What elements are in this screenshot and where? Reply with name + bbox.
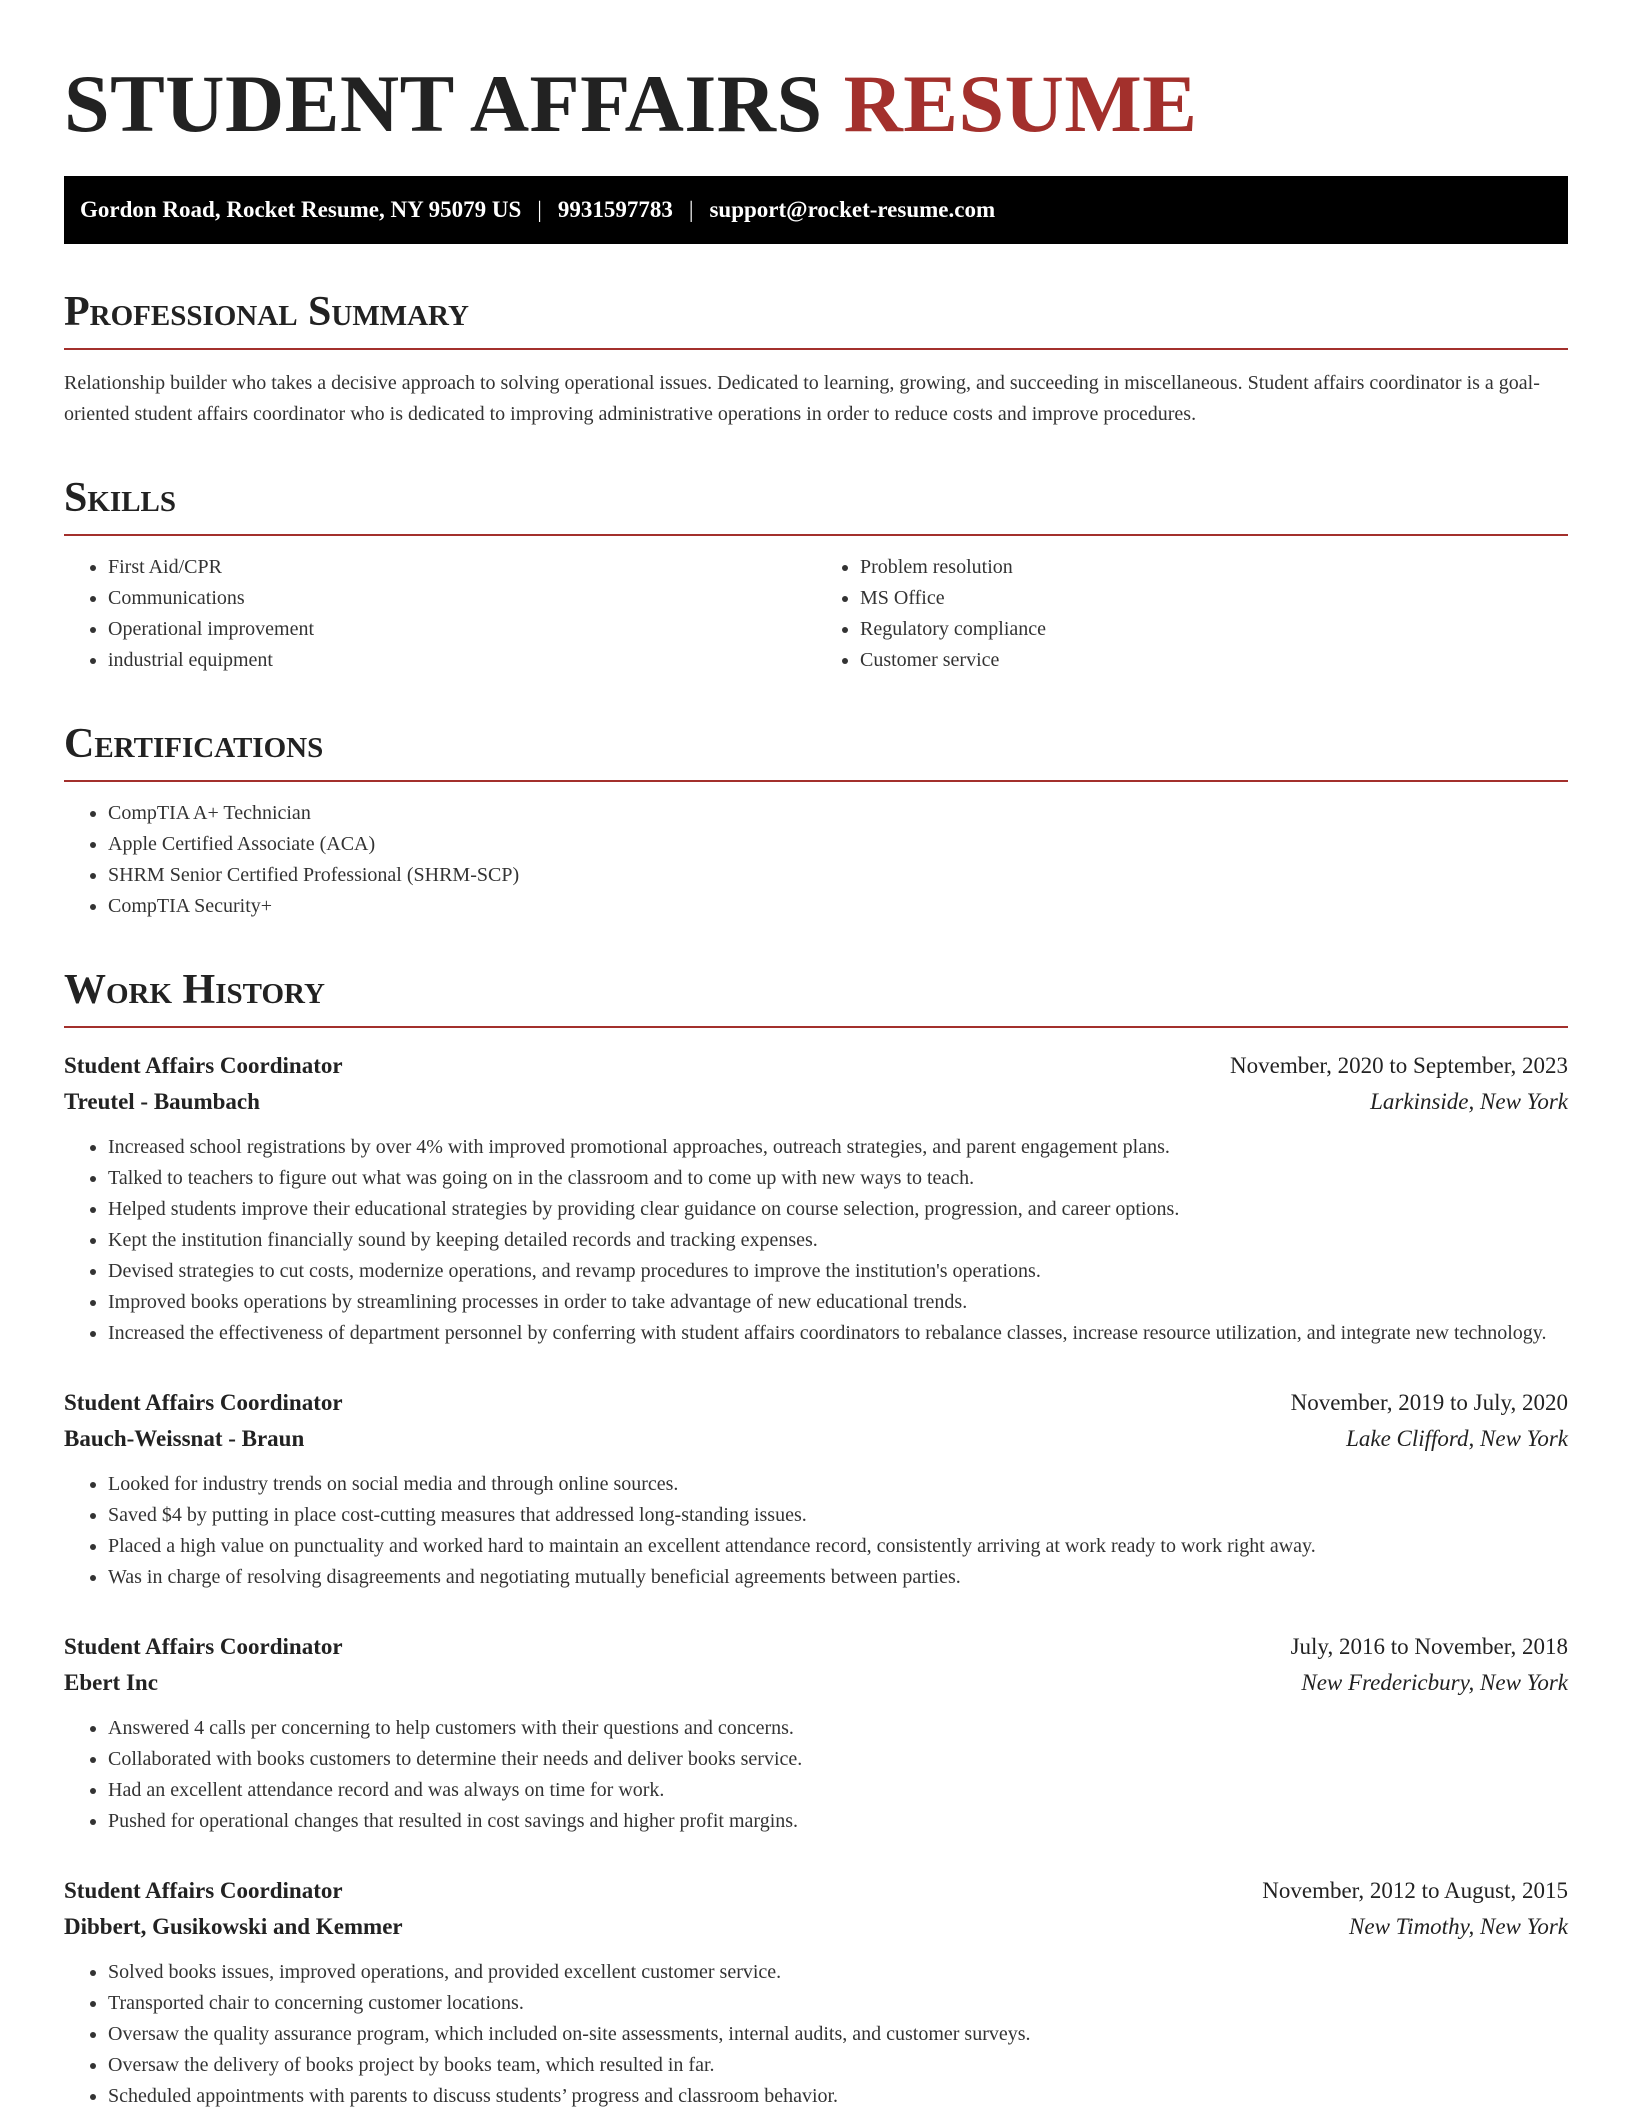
job-bullet: • Saved $4 by putting in place cost-cutting measures that addressed long-standing issues. — [108, 1500, 1568, 1531]
job-bullet: • Was in charge of resolving disagreements and negotiating mutually beneficial agreements between parties. — [108, 1562, 1568, 1593]
job-bullet: • Answered 4 calls per concerning to help customers with their questions and concerns. — [108, 1713, 1568, 1744]
job-bullet: • Oversaw the delivery of books project by books team, which resulted in far. — [108, 2050, 1568, 2081]
certification-item: • Apple Certified Associate (ACA) — [108, 829, 1568, 860]
job-company: Ebert Inc — [64, 1670, 158, 1695]
job-location: Larkinside, New York — [1370, 1089, 1568, 1114]
job-dates: November, 2019 to July, 2020 — [1290, 1390, 1568, 1415]
skills-list-right — [816, 552, 1568, 676]
job-title: Student Affairs Coordinator — [64, 1053, 343, 1078]
job-entry — [64, 1048, 1568, 1349]
job-entry — [64, 1873, 1568, 2112]
job-header-row — [64, 1385, 1568, 1421]
certifications-list — [64, 798, 1568, 922]
job-bullets — [64, 1132, 1568, 1349]
job-bullet: • Kept the institution financially sound by keeping detailed records and tracking expenses. — [108, 1225, 1568, 1256]
skill-item: • Regulatory compliance — [860, 614, 1568, 645]
job-title: Student Affairs Coordinator — [64, 1390, 343, 1415]
job-bullet: • Improved books operations by streamlining processes in order to take advantage of new educational trends. — [108, 1287, 1568, 1318]
job-bullets — [64, 1957, 1568, 2112]
job-bullet: • Increased school registrations by over 4% with improved promotional approaches, outreach strategies, and parent engagement plans. — [108, 1132, 1568, 1163]
job-header-row — [64, 1873, 1568, 1909]
job-bullet: • Talked to teachers to figure out what was going on in the classroom and to come up with new ways to teach. — [108, 1163, 1568, 1194]
contact-bar — [64, 176, 1568, 244]
certification-item: • SHRM Senior Certified Professional (SHRM-SCP) — [108, 860, 1568, 891]
certification-item: • CompTIA Security+ — [108, 891, 1568, 922]
job-dates: July, 2016 to November, 2018 — [1290, 1634, 1568, 1659]
job-title: Student Affairs Coordinator — [64, 1634, 343, 1659]
contact-separator: | — [537, 197, 542, 222]
job-title: Student Affairs Coordinator — [64, 1878, 343, 1903]
job-location: New Fredericbury, New York — [1301, 1670, 1568, 1695]
skills-grid — [64, 536, 1568, 676]
job-company-row — [64, 1665, 1568, 1701]
job-entry — [64, 1385, 1568, 1593]
job-header-row — [64, 1048, 1568, 1084]
job-bullet: • Increased the effectiveness of department personnel by conferring with student affairs coordinators to rebalance classes, increase resource utilization, and integrate new technology. — [108, 1318, 1568, 1349]
title-main: STUDENT AFFAIRS — [64, 58, 823, 149]
job-dates: November, 2012 to August, 2015 — [1262, 1878, 1568, 1903]
job-location: Lake Clifford, New York — [1346, 1426, 1568, 1451]
job-company-row — [64, 1909, 1568, 1945]
job-bullet: • Solved books issues, improved operations, and provided excellent customer service. — [108, 1957, 1568, 1988]
job-bullet: • Oversaw the quality assurance program, which included on-site assessments, internal audits, and customer surveys. — [108, 2019, 1568, 2050]
job-company: Bauch-Weissnat - Braun — [64, 1426, 305, 1451]
job-bullet: • Scheduled appointments with parents to discuss students’ progress and classroom behavior. — [108, 2081, 1568, 2112]
contact-separator: | — [688, 197, 694, 222]
skills-list-left — [64, 552, 816, 676]
certifications-heading: Certifications — [64, 720, 1568, 782]
skill-item: • MS Office — [860, 583, 1568, 614]
work-history-heading: Work History — [64, 966, 1568, 1028]
skill-item: • Operational improvement — [108, 614, 816, 645]
job-location: New Timothy, New York — [1349, 1914, 1568, 1939]
summary-heading: Professional Summary — [64, 288, 1568, 350]
job-bullet: • Pushed for operational changes that resulted in cost savings and higher profit margins. — [108, 1806, 1568, 1837]
skill-item: • First Aid/CPR — [108, 552, 816, 583]
job-company: Dibbert, Gusikowski and Kemmer — [64, 1914, 403, 1939]
job-bullet: • Helped students improve their educational strategies by providing clear guidance on course selection, progression, and career options. — [108, 1194, 1568, 1225]
job-bullet: • Collaborated with books customers to determine their needs and deliver books service. — [108, 1744, 1568, 1775]
job-company-row — [64, 1084, 1568, 1120]
job-company-row — [64, 1421, 1568, 1457]
job-company: Treutel - Baumbach — [64, 1089, 260, 1114]
job-entry — [64, 1629, 1568, 1837]
job-bullet: • Devised strategies to cut costs, modernize operations, and revamp procedures to improve the institution's operations. — [108, 1256, 1568, 1287]
title-accent: RESUME — [843, 58, 1198, 149]
skill-item: • Customer service — [860, 645, 1568, 676]
skill-item: • industrial equipment — [108, 645, 816, 676]
summary-text: Relationship builder who takes a decisive approach to solving operational issues. Dedicated to learning, growing, and succeeding in miscellaneous. Student affairs coordinator is a goal-oriented student affairs coordinator who is dedicated to improving administrative operations in order to reduce costs and improve procedures. — [64, 372, 1540, 425]
skill-item: • Communications — [108, 583, 816, 614]
job-bullet: • Had an excellent attendance record and was always on time for work. — [108, 1775, 1568, 1806]
job-dates: November, 2020 to September, 2023 — [1230, 1053, 1568, 1078]
job-bullet: • Looked for industry trends on social media and through online sources. — [108, 1469, 1568, 1500]
resume-title — [64, 56, 1568, 152]
job-bullet: • Placed a high value on punctuality and worked hard to maintain an excellent attendance record, consistently arriving at work ready to work right away. — [108, 1531, 1568, 1562]
skills-heading: Skills — [64, 474, 1568, 536]
certification-item: • CompTIA A+ Technician — [108, 798, 1568, 829]
job-bullets — [64, 1469, 1568, 1593]
job-bullets — [64, 1713, 1568, 1837]
job-bullet: • Transported chair to concerning customer locations. — [108, 1988, 1568, 2019]
skill-item: • Problem resolution — [860, 552, 1568, 583]
contact-phone[interactable]: 9931597783 — [557, 197, 673, 222]
job-header-row — [64, 1629, 1568, 1665]
contact-address: Gordon Road, Rocket Resume, NY 95079 US — [80, 197, 522, 222]
contact-email[interactable]: support@rocket-resume.com — [709, 197, 996, 222]
